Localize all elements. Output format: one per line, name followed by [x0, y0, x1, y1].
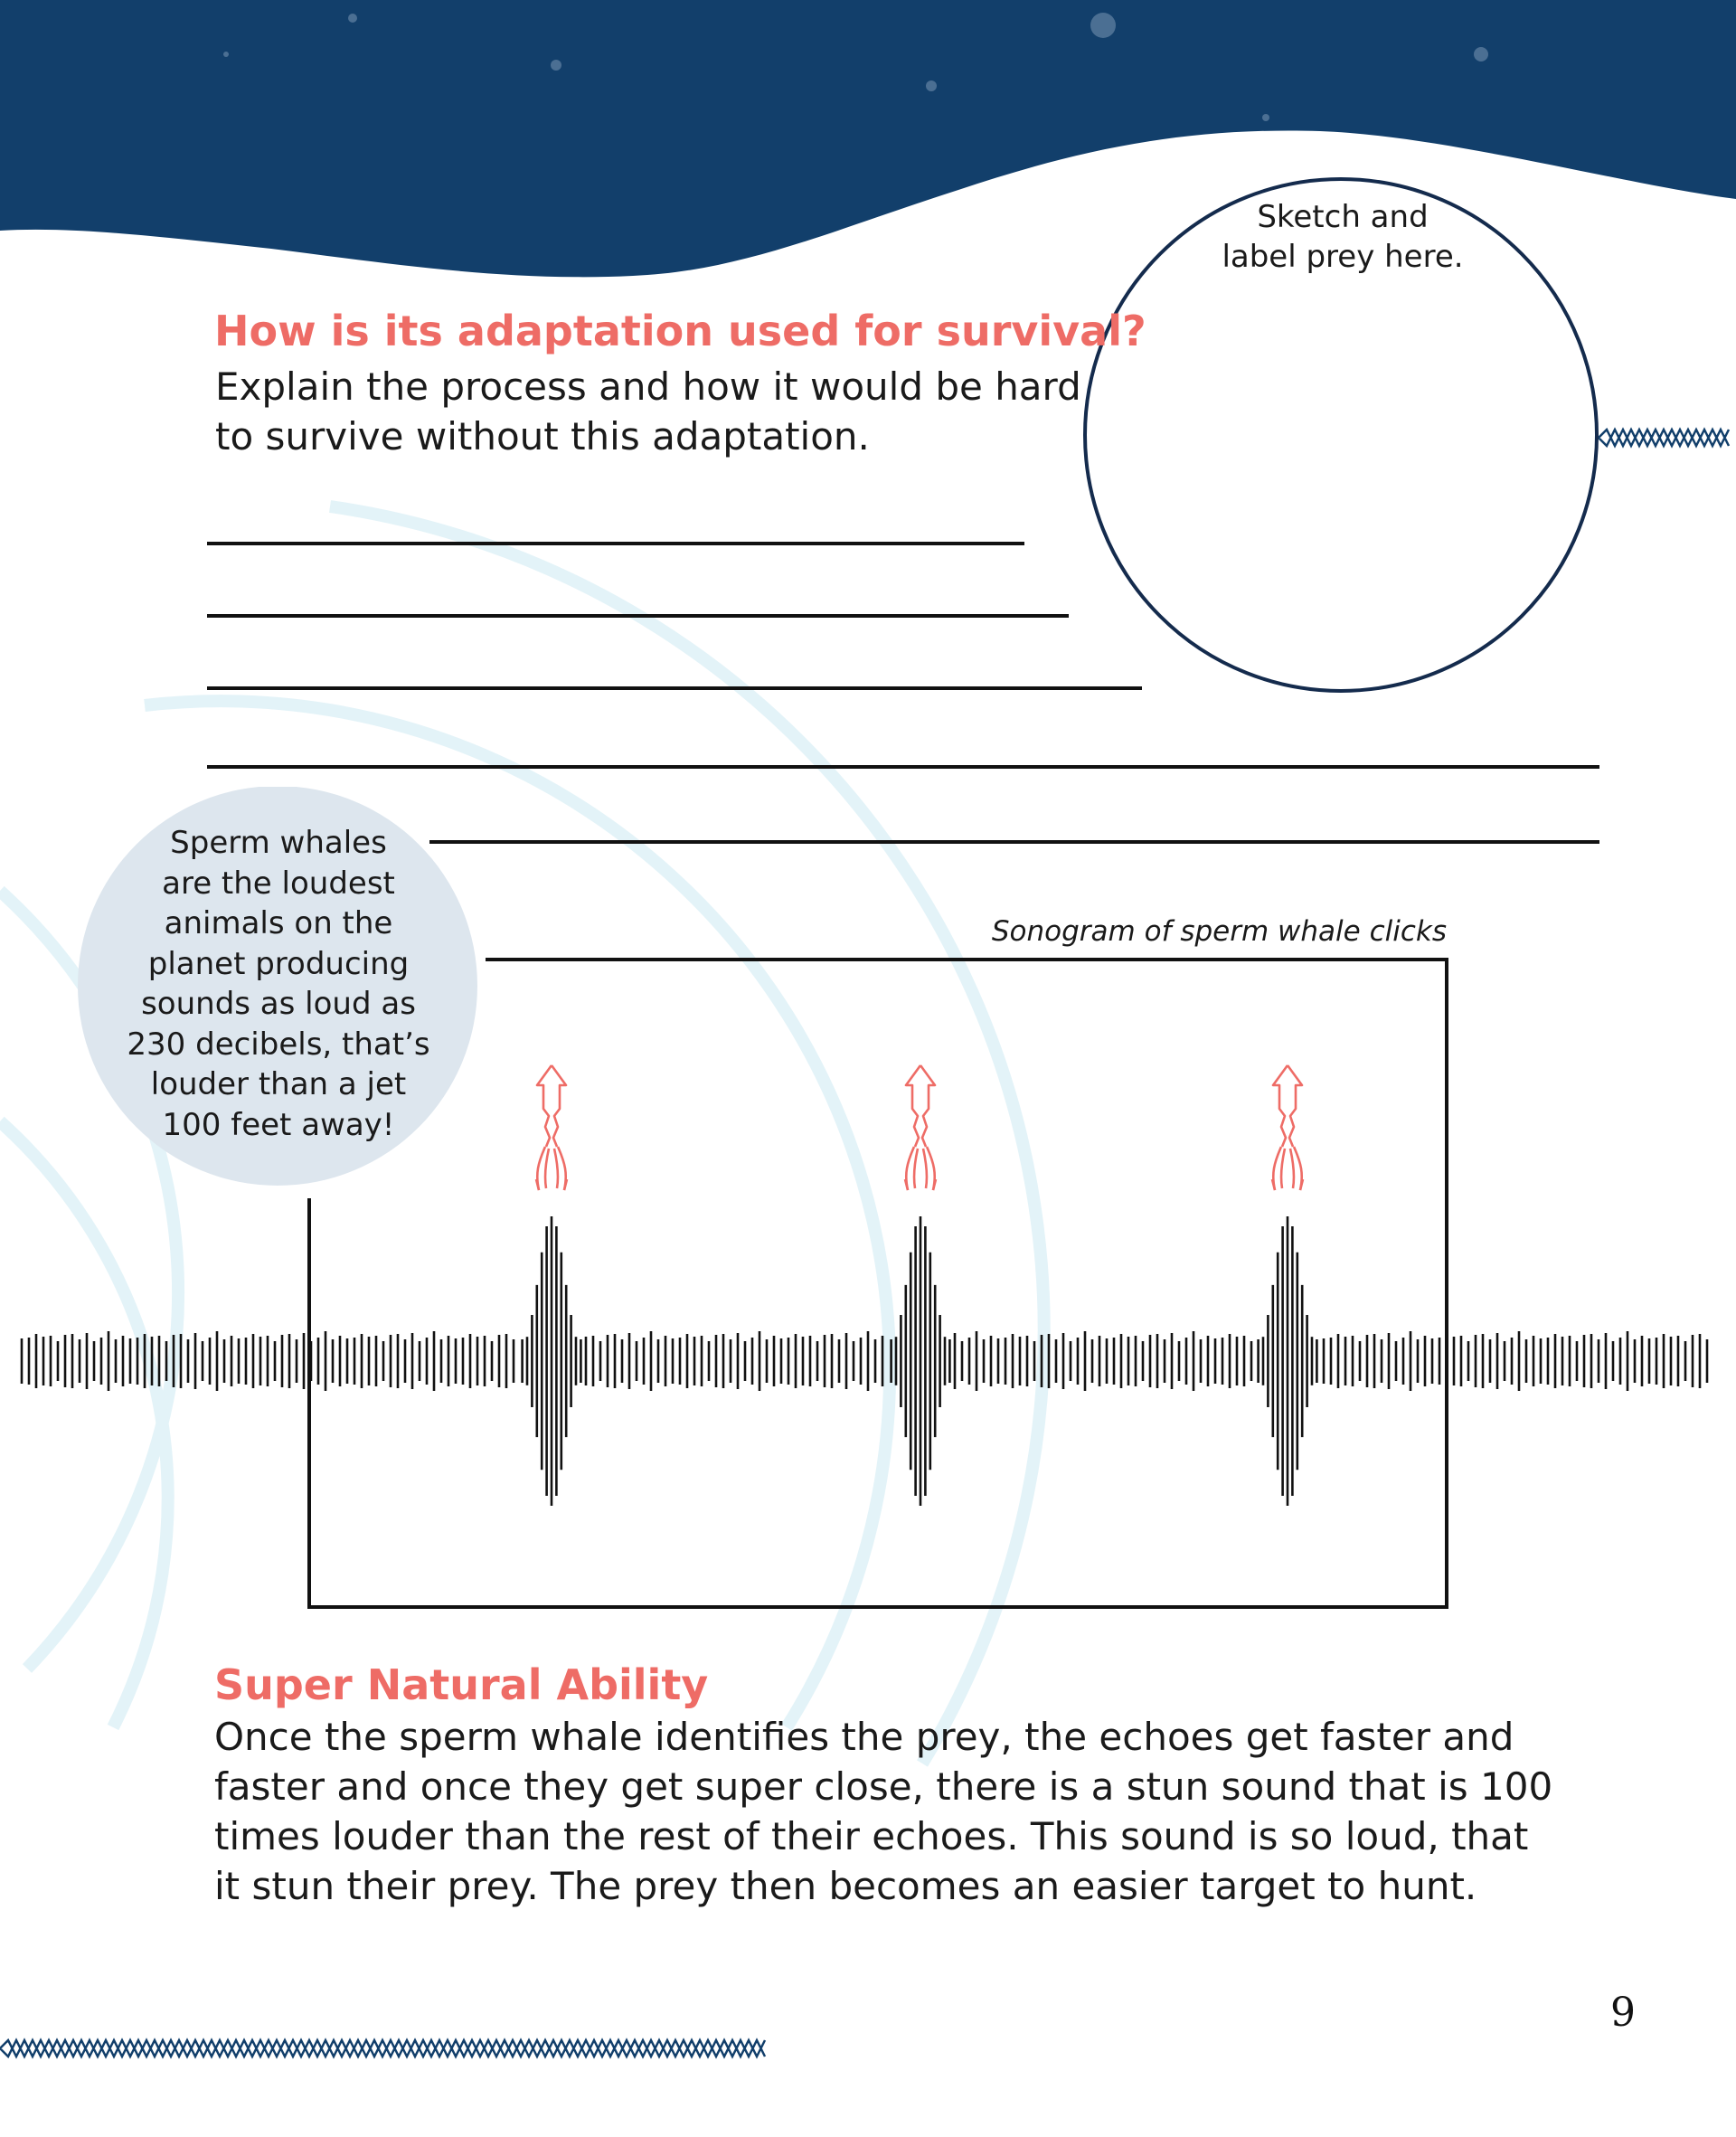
answer-line-3[interactable] [207, 686, 1142, 690]
fact-line: 100 feet away! [162, 1106, 395, 1143]
fact-line: 230 decibels, that’s [127, 1026, 430, 1063]
answer-line-5[interactable] [429, 840, 1599, 844]
sonogram-caption: Sonogram of sperm whale clicks [991, 915, 1447, 948]
sketch-prompt [1166, 197, 1519, 277]
sonogram-frame [309, 960, 1447, 1607]
ability-paragraph [214, 1712, 1552, 1911]
squid-icon [1272, 1065, 1303, 1190]
fact-line: planet producing [147, 945, 410, 982]
answer-line-1[interactable] [207, 542, 1024, 545]
answer-line-2[interactable] [207, 614, 1069, 618]
ability-heading: Super Natural Ability [214, 1660, 709, 1709]
fact-line: animals on the [164, 905, 393, 941]
squid-icon [536, 1065, 567, 1190]
zigzag-border-bottom [0, 2040, 765, 2057]
fact-line: Sperm whales [170, 825, 387, 861]
fact-line: are the loudest [162, 865, 395, 902]
instruction-line: to survive without this adaptation. [215, 414, 870, 459]
ability-line: faster and once they get super close, there is a stun sound that is 100 [214, 1764, 1553, 1809]
page-number: 9 [1610, 1990, 1636, 2036]
answer-line-4[interactable] [207, 765, 1599, 769]
ability-line: times louder than the rest of their echoes. This sound is so loud, that [214, 1814, 1529, 1858]
sketch-prompt-line: Sketch and [1257, 199, 1429, 235]
sketch-prompt-line: label prey here. [1222, 239, 1464, 275]
prey-icons [536, 1065, 1303, 1190]
waveform [22, 1216, 1707, 1506]
instruction-line: Explain the process and how it would be hard [215, 364, 1081, 409]
survival-heading: How is its adaptation used for survival? [214, 307, 1146, 355]
ability-line: it stun their prey. The prey then becomes an easier target to hunt. [214, 1864, 1477, 1908]
ability-line: Once the sperm whale identifies the prey, the echoes get faster and [214, 1715, 1514, 1759]
squid-icon [905, 1065, 936, 1190]
survival-instructions [215, 362, 1081, 461]
fact-line: louder than a jet [150, 1066, 407, 1102]
sonogram [0, 904, 1736, 1628]
fact-line: sounds as loud as [141, 986, 416, 1022]
